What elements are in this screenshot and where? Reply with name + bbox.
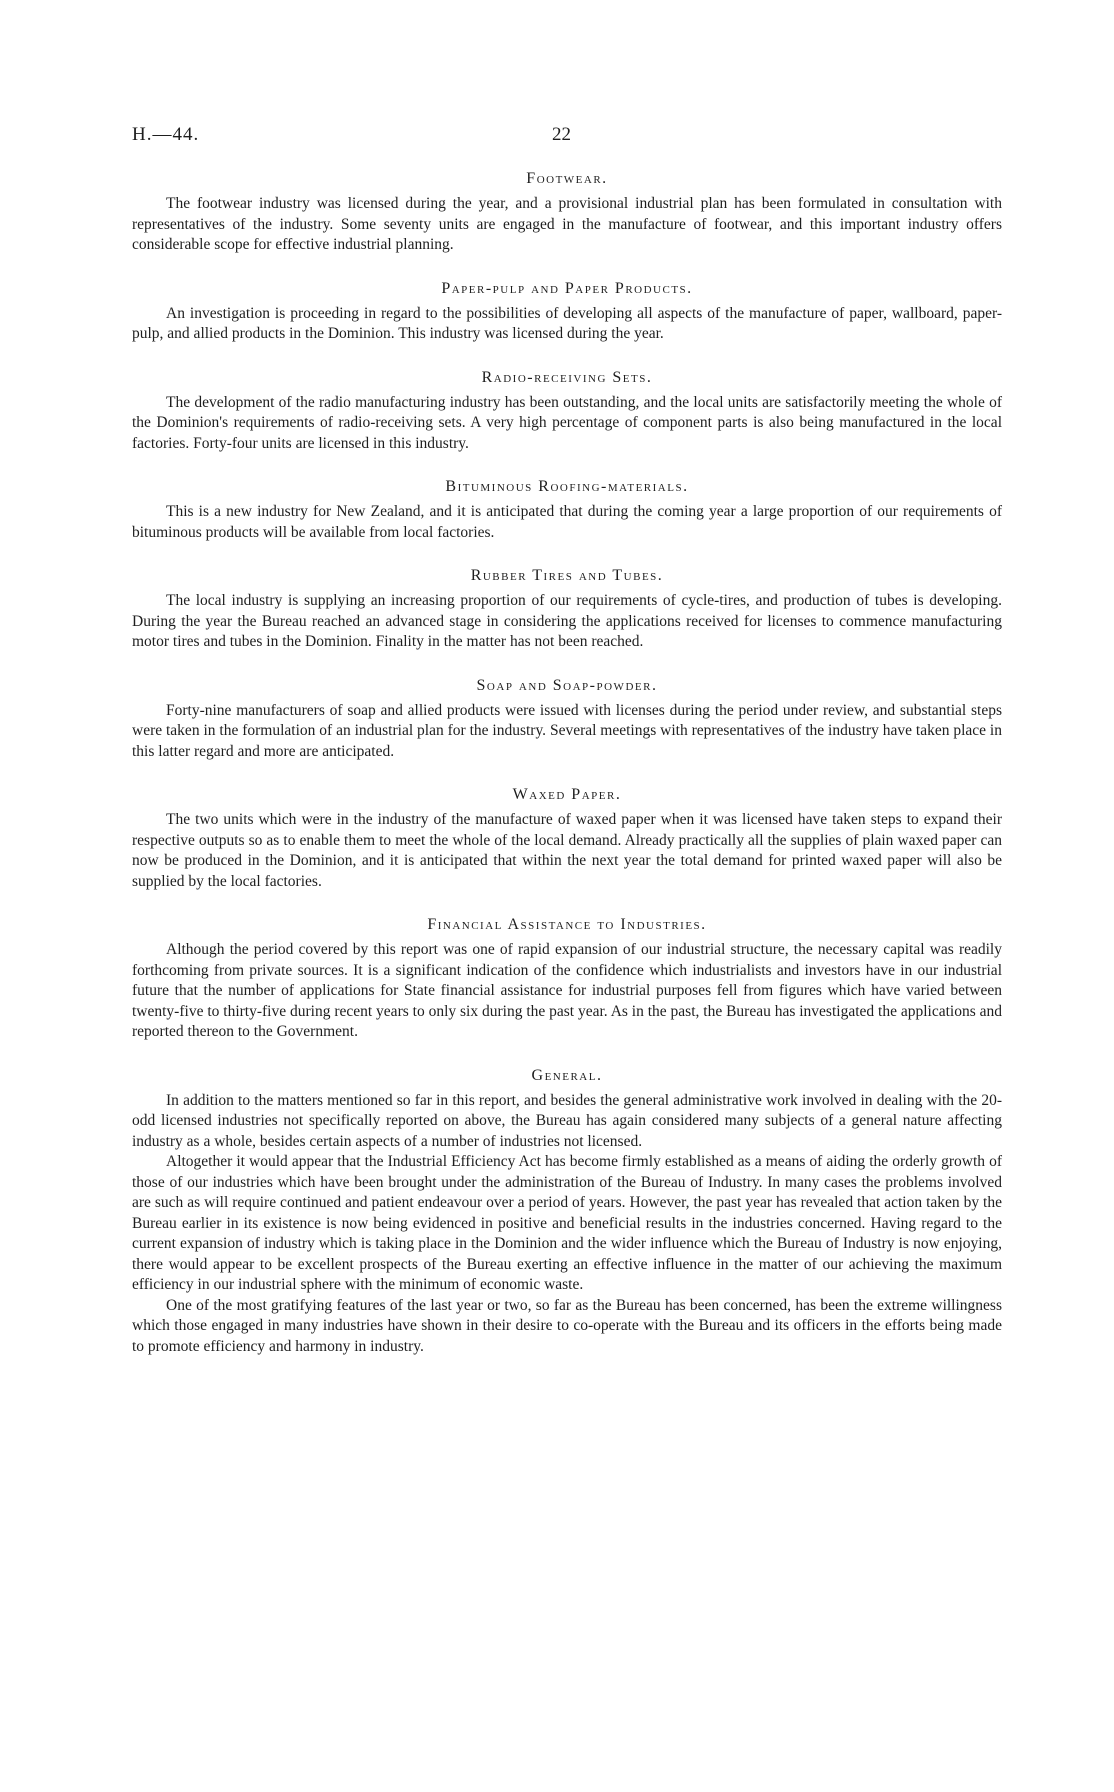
section-heading: General. xyxy=(531,1066,603,1084)
paragraph: The footwear industry was licensed during the year, and a provisional industrial plan has been formulated in consultation with representatives of the industry. Some seventy units are engaged in the manufacture of footwear, and this important industry offers considerable scope for effective industrial planning. xyxy=(132,195,1002,253)
document-reference: H.—44. xyxy=(132,124,200,145)
paragraph: Although the period covered by this report was one of rapid expansion of our industrial structure, the necessary capital was readily forthcoming from private sources. It is a significant indication of the confidence which industrialists and investors have in our industrial future that the number of applications for State financial assistance for industrial purposes fell from figures which have varied between twenty-five to thirty-five during recent years to only six during the past year. As in the past, the Bureau has investigated the applications and reported thereon to the Government. xyxy=(132,941,1002,1040)
section-heading: Rubber Tires and Tubes. xyxy=(470,567,664,584)
section-footwear xyxy=(132,168,1002,256)
page-number: 22 xyxy=(552,124,571,145)
section-heading: Bituminous Roofing-materials. xyxy=(445,478,689,495)
paragraph: This is a new industry for New Zealand, and it is anticipated that during the coming year a large proportion of our requirements of bituminous products will be available from local factories. xyxy=(132,503,1002,541)
body-column xyxy=(132,168,1002,1379)
section-heading: Waxed Paper. xyxy=(512,786,622,803)
paragraph: Altogether it would appear that the Industrial Efficiency Act has become firmly established as a means of aiding the orderly growth of those of our industries which have been brought under the administration of the Bureau of Industry. In many cases the problems involved are such as will require continued and patient endeavour over a period of years. However, the past year has revealed that action taken by the Bureau earlier in its existence is now being evidenced in positive and beneficial results in the industries concerned. Having regard to the current expansion of industry which is taking place in the Dominion and the wider influence which the Bureau of Industry is now enjoying, there would appear to be excellent prospects of the Bureau exerting an effective influence in the matter of our achieving the maximum efficiency in our industrial sphere with the minimum of economic waste. xyxy=(132,1153,1002,1293)
section-general xyxy=(132,1065,1002,1358)
section-paper-pulp xyxy=(132,278,1002,345)
paragraph: In addition to the matters mentioned so far in this report, and besides the general administrative work involved in dealing with the 20-odd licensed industries not specifically reported on above, the Bureau has again considered many subjects of a general nature affecting industry as a whole, besides certain aspects of a number of industries not licensed. xyxy=(132,1091,1002,1150)
section-heading: Financial Assistance to Industries. xyxy=(427,916,707,933)
paragraph: One of the most gratifying features of the last year or two, so far as the Bureau has been concerned, has been the extreme willingness which those engaged in many industries have shown in their desire to co-operate with the Bureau and its officers in the efforts being made to promote efficiency and harmony in industry. xyxy=(132,1296,1002,1355)
section-heading: Footwear. xyxy=(526,170,608,187)
section-soap xyxy=(132,675,1002,763)
section-waxed-paper xyxy=(132,784,1002,892)
paragraph: Forty-nine manufacturers of soap and allied products were issued with licenses during the period under review, and substantial steps were taken in the formulation of an industrial plan for the industry. Several meetings with representatives of the industry have taken place in this latter regard and more are anticipated. xyxy=(132,701,1002,760)
section-rubber-tires xyxy=(132,565,1002,653)
paragraph: The local industry is supplying an increasing proportion of our requirements of cycle-tires, and production of tubes is developing. During the year the Bureau reached an advanced stage in considering the applications received for licenses to commence manufacturing motor tires and tubes in the Dominion. Finality in the matter has not been reached. xyxy=(132,592,1002,650)
section-heading: Soap and Soap-powder. xyxy=(476,676,658,694)
section-radio-receiving-sets xyxy=(132,367,1002,455)
section-bituminous-roofing xyxy=(132,476,1002,543)
section-heading: Radio-receiving Sets. xyxy=(481,368,653,386)
section-financial-assistance xyxy=(132,914,1002,1043)
paragraph: The development of the radio manufacturing industry has been outstanding, and the local units are satisfactorily meeting the whole of the Dominion's requirements of radio-receiving sets. A very high percentage of component parts is also being manufactured in the local factories. Forty-four units are licensed in this industry. xyxy=(132,393,1002,452)
paragraph: An investigation is proceeding in regard to the possibilities of developing all aspects of the manufacture of paper, wallboard, paper-pulp, and allied products in the Dominion. This industry was licensed during the year. xyxy=(132,304,1002,342)
section-heading: Paper-pulp and Paper Products. xyxy=(441,279,693,297)
paragraph: The two units which were in the industry of the manufacture of waxed paper when it was licensed have taken steps to expand their respective outputs so as to enable them to meet the whole of the local demand. Already practically all the supplies of plain waxed paper can now be produced in the Dominion, and it is anticipated that within the next year the total demand for printed waxed paper will also be supplied by the local factories. xyxy=(132,811,1002,890)
